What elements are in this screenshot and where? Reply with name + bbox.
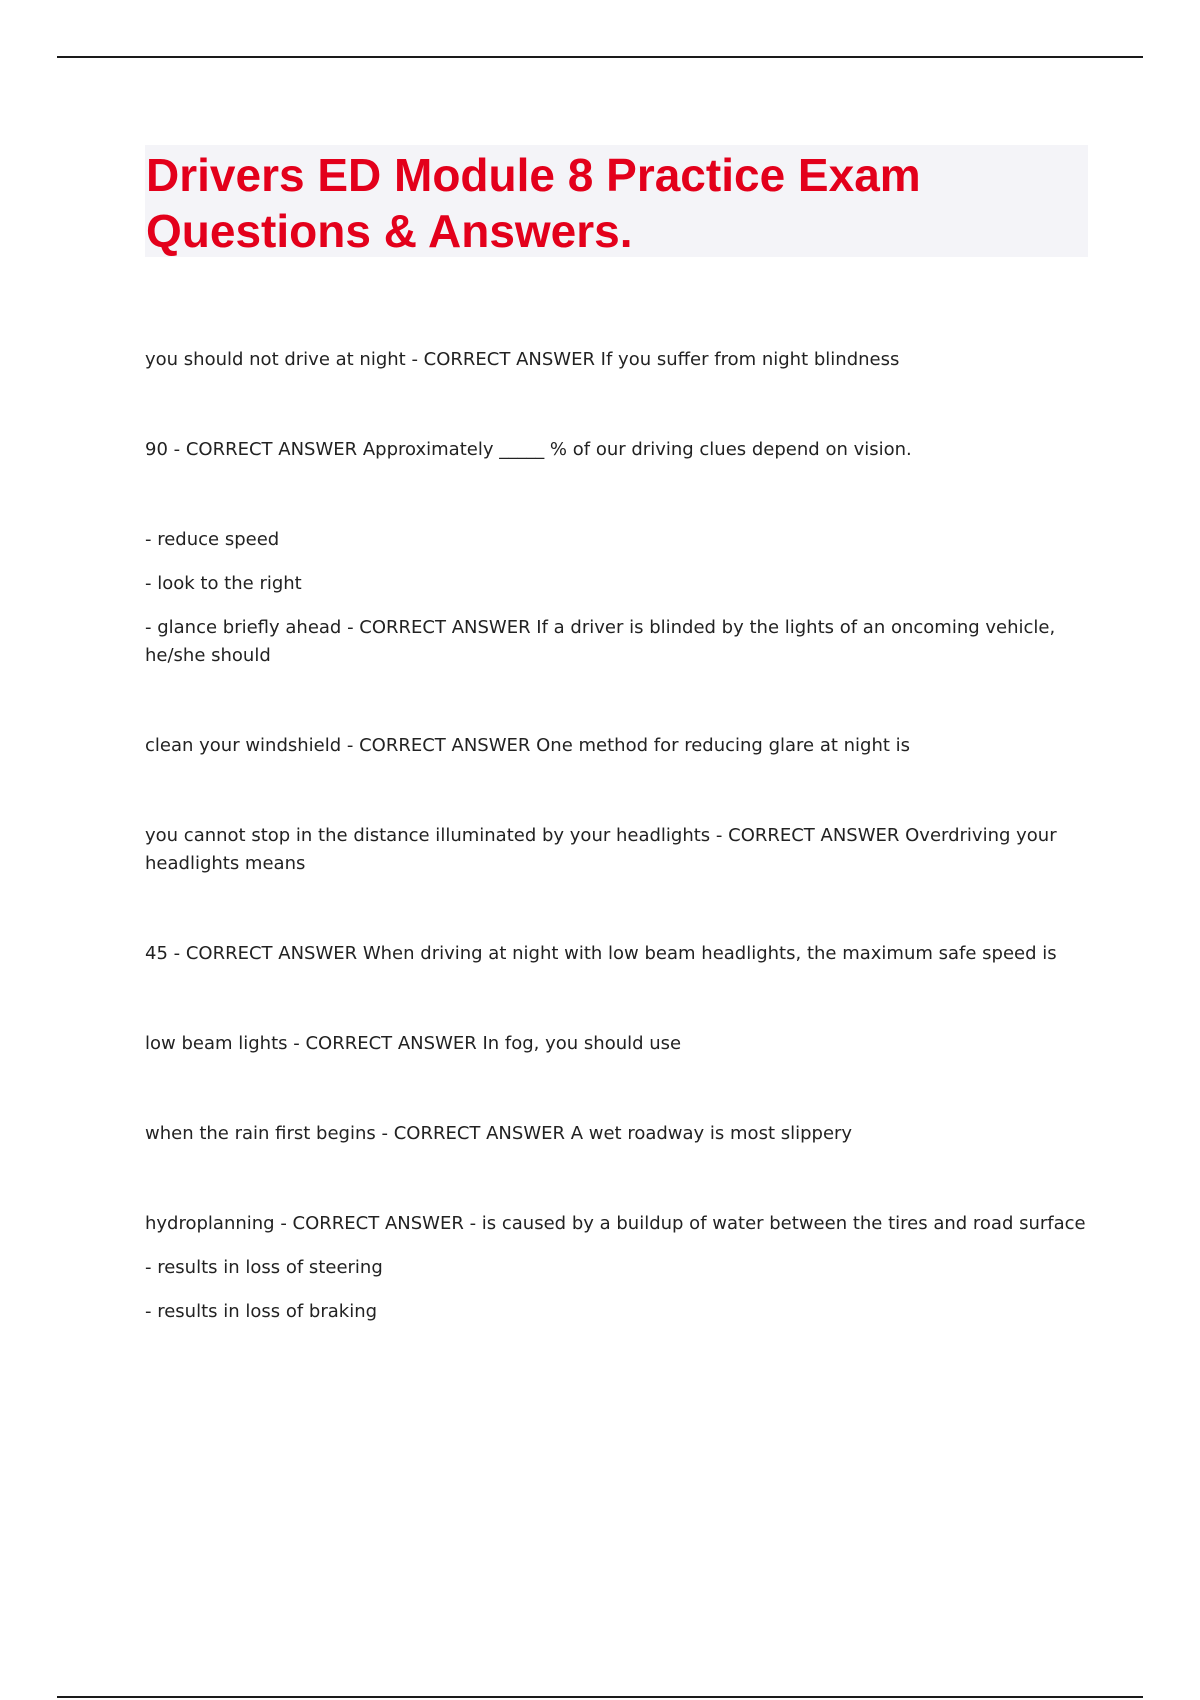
bottom-rule (57, 1696, 1143, 1698)
qa-line: 45 - CORRECT ANSWER When driving at night with low beam headlights, the maximum safe speed is (145, 943, 1057, 964)
page-title: Drivers ED Module 8 Practice Exam Questions & Answers. (146, 149, 921, 257)
qa-line: you should not drive at night - CORRECT ANSWER If you suffer from night blindness (145, 349, 900, 370)
qa-line: low beam lights - CORRECT ANSWER In fog, you should use (145, 1033, 682, 1054)
qa-line: you cannot stop in the distance illuminated by your headlights - CORRECT ANSWER Overdriving your headlights means (145, 825, 1057, 874)
qa-item (145, 940, 1095, 968)
qa-list (145, 346, 1095, 1388)
qa-item (145, 1030, 1095, 1058)
qa-item (145, 526, 1095, 670)
qa-line: 90 - CORRECT ANSWER Approximately _____ % of our driving clues depend on vision. (145, 439, 912, 460)
qa-line: clean your windshield - CORRECT ANSWER One method for reducing glare at night is (145, 735, 911, 756)
qa-item (145, 822, 1095, 878)
qa-item (145, 436, 1095, 464)
qa-line: hydroplanning - CORRECT ANSWER - is caused by a buildup of water between the tires and road surface (145, 1213, 1086, 1234)
qa-item (145, 346, 1095, 374)
qa-line: - look to the right (145, 573, 302, 594)
title-banner (145, 145, 1088, 257)
qa-line: - results in loss of braking (145, 1301, 378, 1322)
qa-line: when the rain first begins - CORRECT ANSWER A wet roadway is most slippery (145, 1123, 853, 1144)
qa-line: - reduce speed (145, 529, 280, 550)
qa-item (145, 1120, 1095, 1148)
qa-item (145, 1210, 1095, 1326)
top-rule (57, 56, 1143, 58)
qa-item (145, 732, 1095, 760)
qa-line: - glance briefly ahead - CORRECT ANSWER If a driver is blinded by the lights of an oncoming vehicle, he/she should (145, 617, 1056, 666)
qa-line: - results in loss of steering (145, 1257, 383, 1278)
